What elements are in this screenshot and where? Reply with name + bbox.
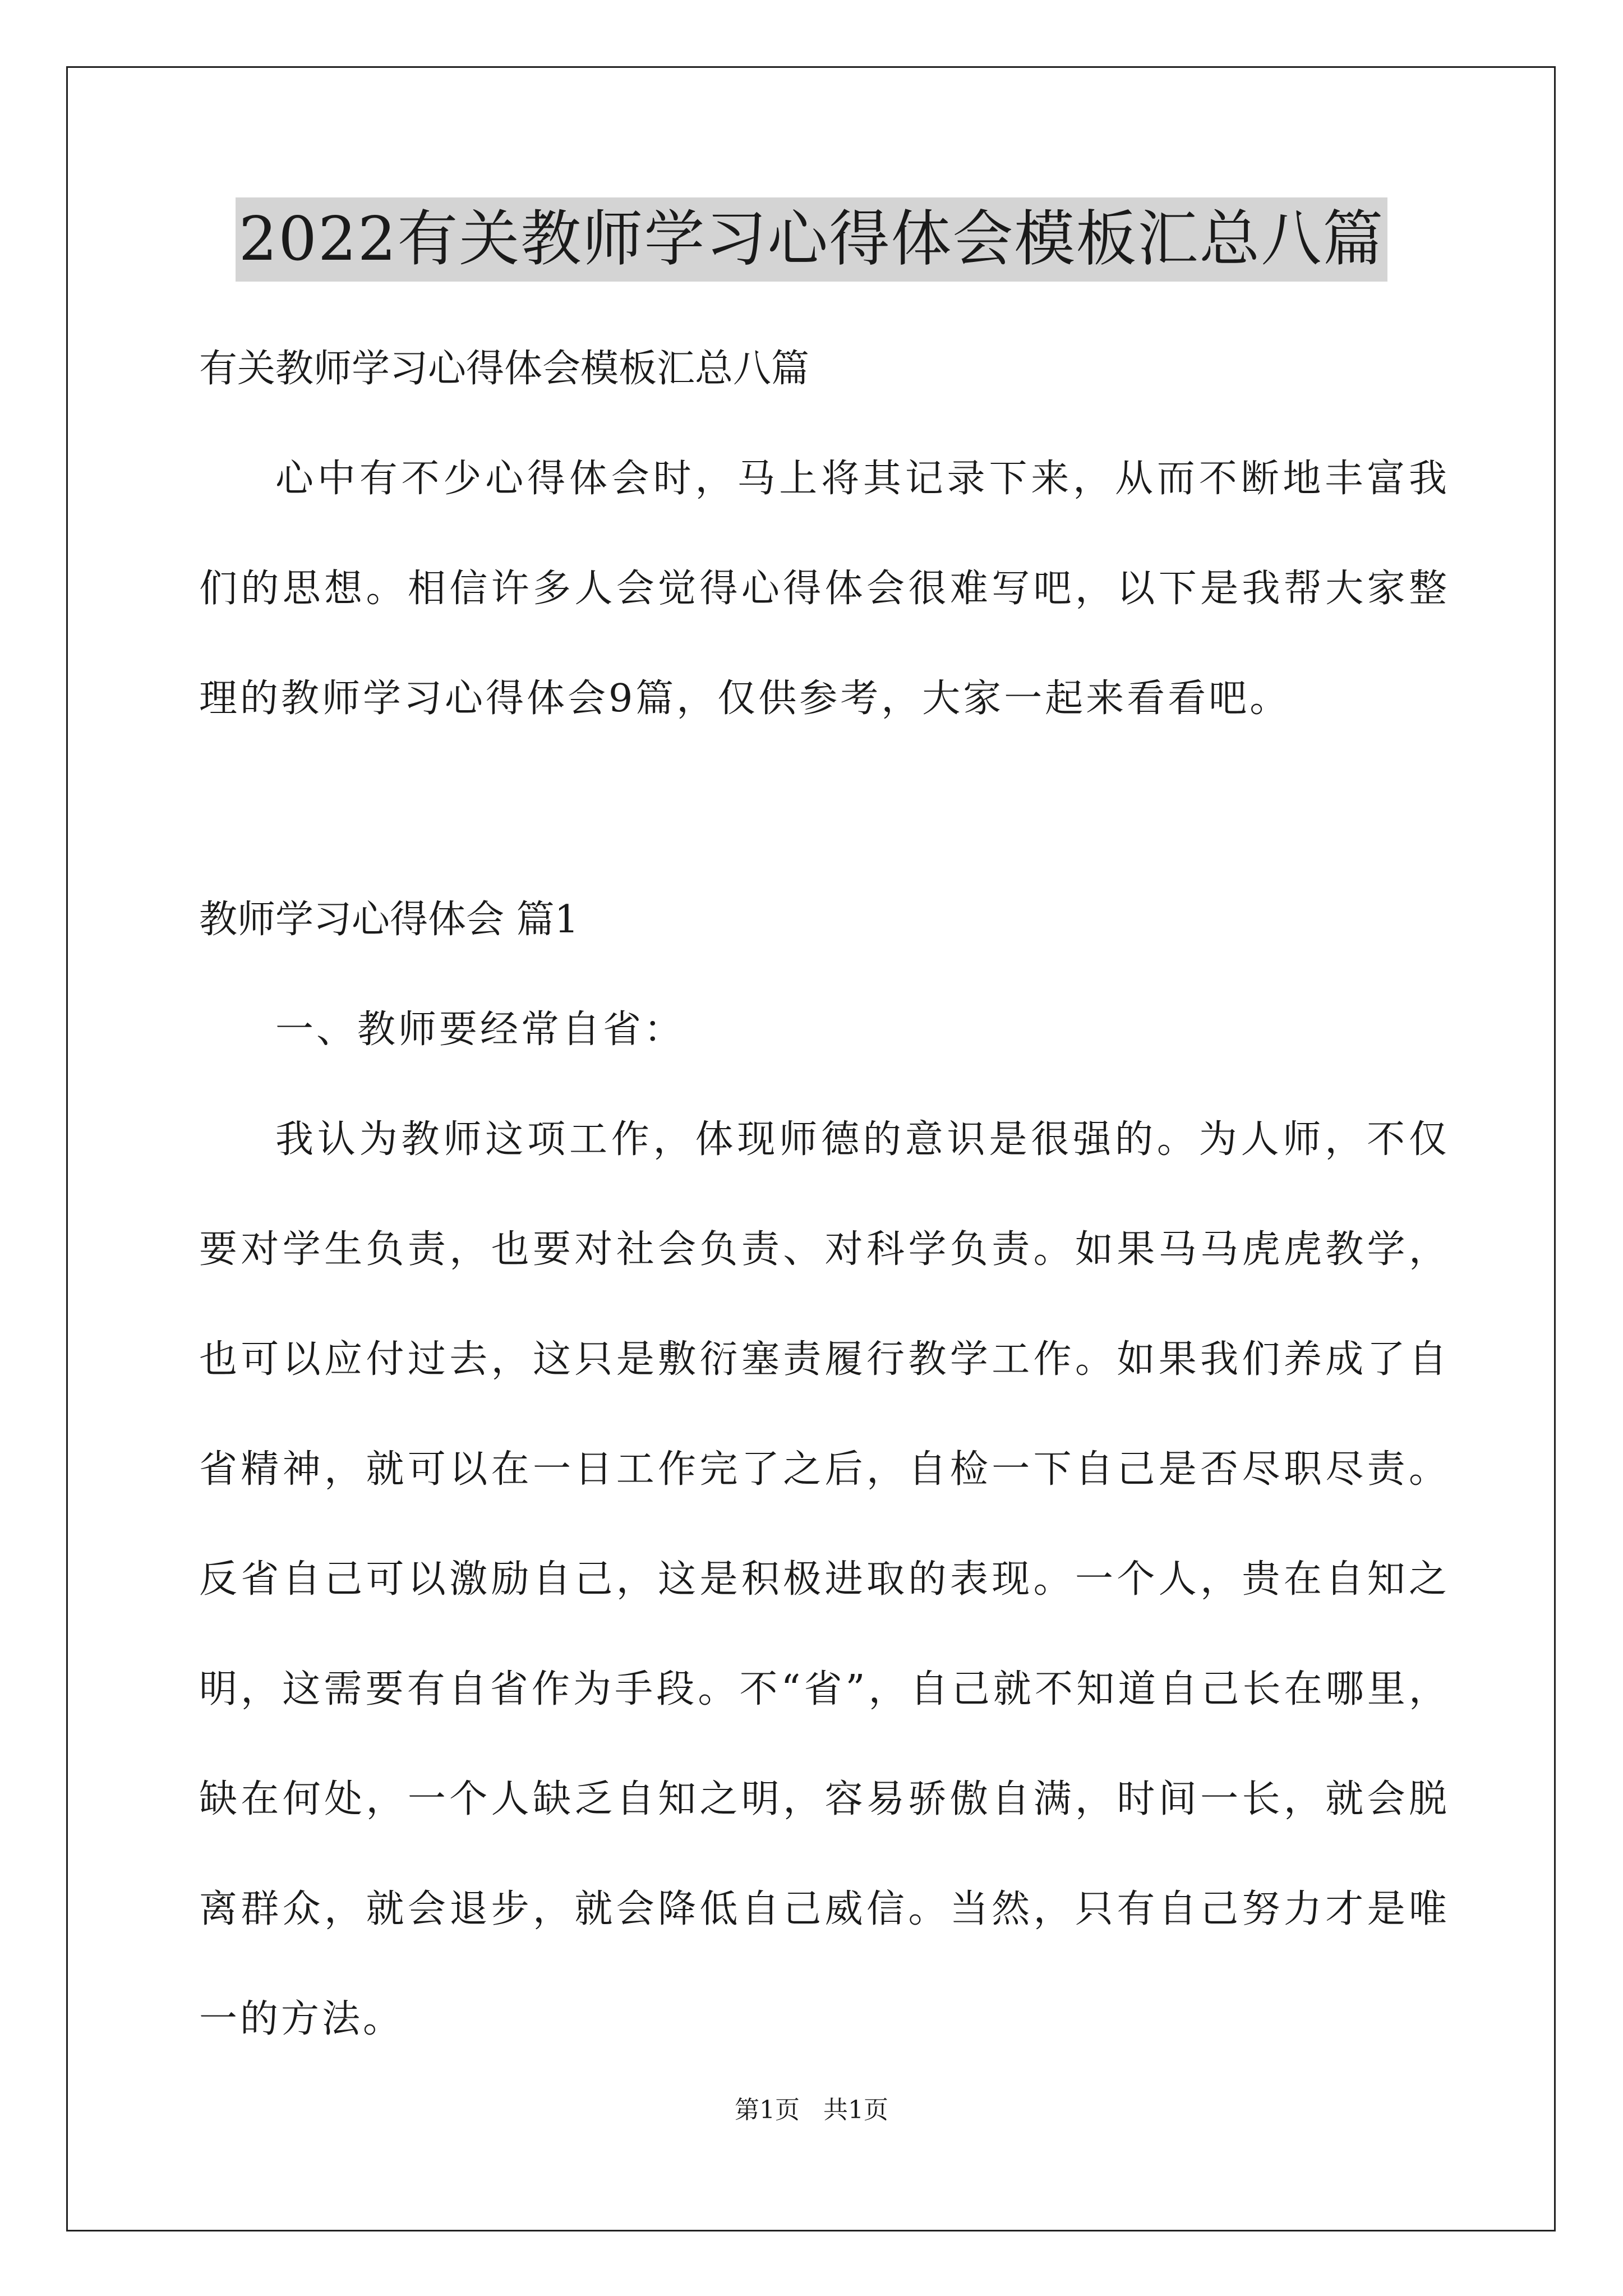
- body-paragraph: 我认为教师这项工作，体现师德的意识是很强的。为人师，不仅要对学生负责，也要对社会负责、对科学负责。如果马马虎虎教学，也可以应付过去，这只是敷衍塞责履行教学工作。如果我们养成了自省精神，就可以在一日工作完了之后，自检一下自己是否尽职尽责。反省自己可以激励自己，这是积极进取的表现。一个人，贵在自知之明，这需要有自省作为手段。不“省”，自己就不知道自己长在哪里，缺在何处，一个人缺乏自知之明，容易骄傲自满，时间一长，就会脱离群众，就会退步，就会降低自己威信。当然，只有自己努力才是唯一的方法。: [199, 1117, 1450, 2041]
- document-subtitle: 有关教师学习心得体会模板汇总八篇: [199, 347, 810, 391]
- section-heading: 教师学习心得体会 篇1: [199, 898, 579, 942]
- document-title: 2022有关教师学习心得体会模板汇总八篇: [236, 197, 1388, 282]
- page-footer: 第1页 共1页: [735, 2096, 888, 2124]
- title-area: [0, 197, 1623, 282]
- intro-paragraph: 心中有不少心得体会时，马上将其记录下来，从而不断地丰富我们的思想。相信许多人会觉得心得体会很难写吧，以下是我帮大家整理的教师学习心得体会9篇，仅供参考，大家一起来看看吧。: [199, 457, 1450, 721]
- point-heading: 一、教师要经常自省：: [275, 1007, 685, 1052]
- section-spacer: [199, 754, 1450, 865]
- document-body: [199, 314, 1450, 2074]
